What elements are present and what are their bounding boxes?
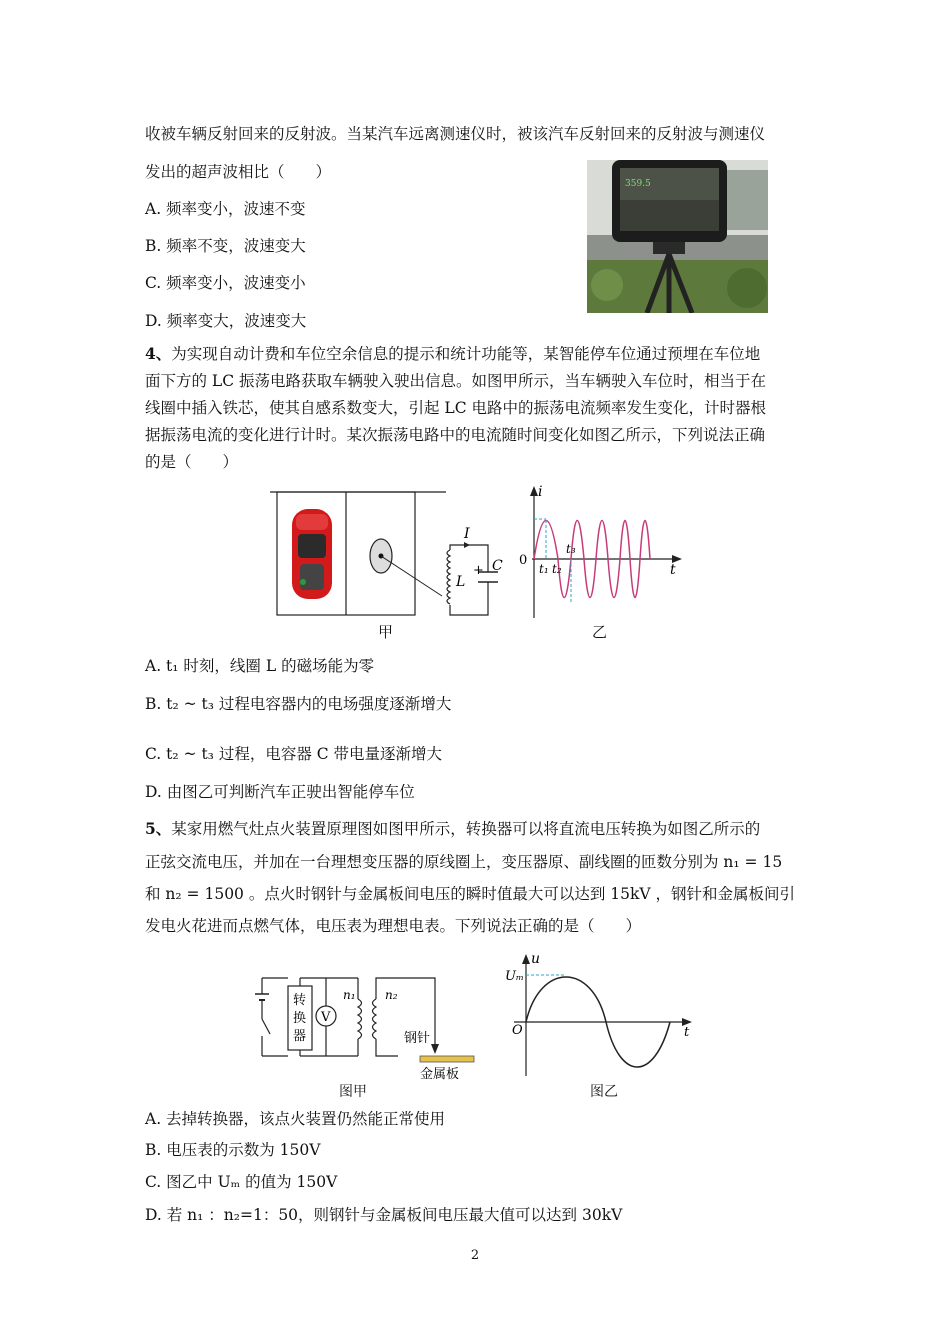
q5-caption-yi: 图乙 bbox=[590, 1084, 618, 1100]
q3-option-c: C. 频率变小，波速变小 bbox=[145, 274, 306, 292]
u-axis-label: u bbox=[531, 951, 541, 967]
q5-line-2: 正弦交流电压，并加在一台理想变压器的原线圈上，变压器原、副线圈的匝数分别为 n₁ = 15 bbox=[145, 853, 783, 871]
q4-option-d: D. 由图乙可判断汽车正驶出智能停车位 bbox=[145, 783, 415, 801]
speed-meter-photo bbox=[587, 160, 768, 313]
q5-option-b: B. 电压表的示数为 150V bbox=[145, 1141, 321, 1159]
q4-number: 4、 bbox=[145, 344, 172, 363]
plate-label: 金属板 bbox=[420, 1067, 460, 1082]
q3-line-1: 收被车辆反射回来的反射波。当某汽车远离测速仪时，被该汽车反射回来的反射波与测速仪 bbox=[145, 125, 766, 143]
q5-line-4: 发电火花进而点燃气体，电压表为理想电表。下列说法正确的是（ ） bbox=[145, 917, 642, 935]
t-axis-label: t bbox=[670, 562, 676, 578]
q4-line-1 bbox=[145, 344, 760, 364]
origin-o-label: O bbox=[512, 1023, 523, 1038]
q3-option-a: A. 频率变小，波速不变 bbox=[145, 200, 306, 218]
t-axis-label-q5: t bbox=[684, 1025, 690, 1040]
i-axis-label: i bbox=[538, 484, 543, 500]
n2-label: n₂ bbox=[385, 988, 398, 1002]
converter-char-1: 转 bbox=[293, 993, 307, 1008]
q4-line-3: 线圈中插入铁芯，使其自感系数变大，引起 LC 电路中的振荡电流频率发生变化，计时器根 bbox=[145, 399, 767, 417]
q5-option-c: C. 图乙中 Uₘ 的值为 150V bbox=[145, 1173, 338, 1191]
capacitor-label: C bbox=[492, 558, 503, 574]
q4-lc-circuit bbox=[440, 520, 510, 624]
q5-caption-jia: 图甲 bbox=[339, 1084, 367, 1100]
current-label: I bbox=[464, 526, 470, 542]
q3-option-b: B. 频率不变，波速变大 bbox=[145, 237, 306, 255]
plus-sign: + bbox=[473, 563, 484, 578]
q4-caption-yi: 乙 bbox=[592, 623, 608, 641]
t1-label: t₁ bbox=[539, 562, 549, 576]
voltmeter-label: V bbox=[321, 1010, 331, 1025]
metal-plate-icon bbox=[420, 1056, 474, 1062]
q5-option-d: D. 若 n₁ ：n₂=1：50，则钢针与金属板间电压最大值可以达到 30kV bbox=[145, 1206, 623, 1224]
q4-figure-jia bbox=[270, 484, 450, 623]
q4-option-a: A. t₁ 时刻，线圈 L 的磁场能为零 bbox=[145, 657, 375, 675]
needle-label: 钢针 bbox=[404, 1031, 431, 1046]
q4-text-1: 为实现自动计费和车位空余信息的提示和统计功能等，某智能停车位通过预埋在车位地 bbox=[171, 345, 761, 363]
q5-line-1 bbox=[145, 819, 760, 839]
q5-figure-jia bbox=[250, 964, 480, 1088]
q4-option-b: B. t₂ ~ t₃ 过程电容器内的电场强度逐渐增大 bbox=[145, 695, 452, 713]
um-label: Uₘ bbox=[505, 969, 524, 984]
origin-label: 0 bbox=[519, 553, 528, 568]
q5-line-3: 和 n₂ = 1500 。点火时钢针与金属板间电压的瞬时值最大可以达到 15kV ，钢针和金属板间引 bbox=[145, 885, 796, 903]
converter-char-2: 换 bbox=[293, 1011, 307, 1026]
q4-line-2: 面下方的 LC 振荡电路获取车辆驶入驶出信息。如图甲所示，当车辆驶入车位时，相当于在 bbox=[145, 372, 767, 390]
red-car-icon bbox=[292, 509, 332, 599]
q3-line-2: 发出的超声波相比（ ） bbox=[145, 163, 332, 181]
q5-option-a: A. 去掉转换器，该点火装置仍然能正常使用 bbox=[145, 1110, 446, 1128]
t3-label: t₃ bbox=[566, 542, 576, 556]
q5-text-1: 某家用燃气灶点火装置原理图如图甲所示，转换器可以将直流电压转换为如图乙所示的 bbox=[171, 820, 761, 838]
q4-line-4: 据振荡电流的变化进行计时。某次振荡电路中的电流随时间变化如图乙所示，下列说法正确 bbox=[145, 426, 766, 444]
q5-number: 5、 bbox=[145, 819, 172, 838]
q5-figure-yi bbox=[500, 950, 700, 1082]
q4-caption-jia: 甲 bbox=[378, 623, 394, 641]
q4-figure-yi bbox=[510, 484, 690, 623]
n1-label: n₁ bbox=[343, 988, 356, 1002]
q4-line-5: 的是（ ） bbox=[145, 453, 239, 471]
page-number: 2 bbox=[470, 1248, 480, 1263]
q4-option-c: C. t₂ ~ t₃ 过程，电容器 C 带电量逐渐增大 bbox=[145, 745, 443, 763]
converter-char-3: 器 bbox=[293, 1029, 307, 1044]
speed-reading: 359.5 bbox=[625, 179, 651, 189]
q3-option-d: D. 频率变大，波速变大 bbox=[145, 312, 307, 330]
t2-label: t₂ bbox=[552, 562, 562, 576]
inductor-label: L bbox=[456, 574, 466, 590]
